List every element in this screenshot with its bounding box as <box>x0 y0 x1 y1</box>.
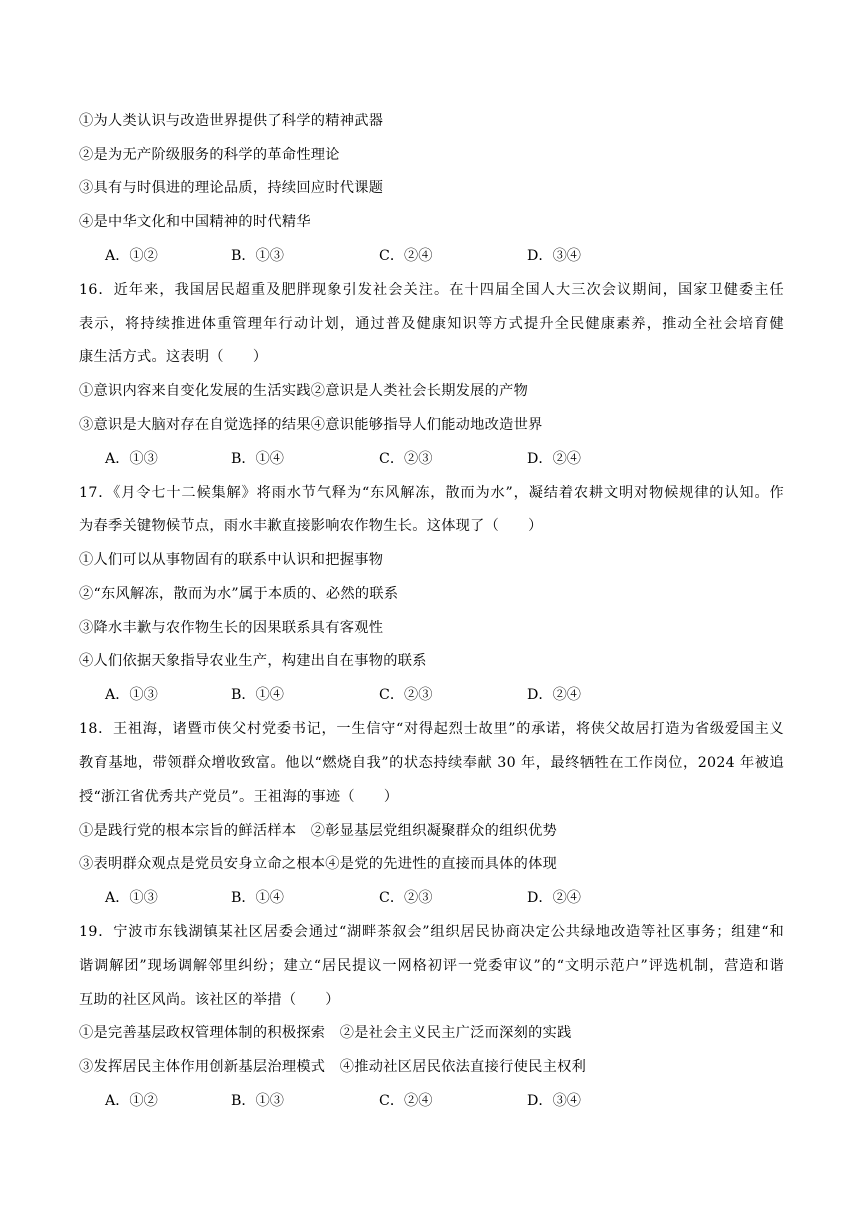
q17-option-a[interactable]: A．①③ <box>105 687 158 703</box>
q15-option-b[interactable]: B．①③ <box>231 248 284 264</box>
q19-option-a[interactable]: A．①② <box>105 1093 158 1109</box>
q17-statement-1: ①人们可以从事物固有的联系中认识和把握事物 <box>79 552 384 568</box>
q18-option-a[interactable]: A．①③ <box>105 890 158 906</box>
q15-statement-4: ④是中华文化和中国精神的时代精华 <box>79 214 311 230</box>
q19-statement-line-1: ①是完善基层政权管理体制的积极探索 ②是社会主义民主广泛而深刻的实践 <box>79 1025 572 1041</box>
q18-option-d[interactable]: D．②④ <box>527 890 581 906</box>
q16-option-c[interactable]: C．②③ <box>379 451 433 467</box>
q16-stem-line-3: 康生活方式。这表明（ ） <box>79 349 268 365</box>
q15-statement-1: ①为人类认识与改造世界提供了科学的精神武器 <box>79 113 384 129</box>
q15-option-a[interactable]: A．①② <box>105 248 158 264</box>
q19-stem-line-1: 19．宁波市东钱湖镇某社区居委会通过“湖畔茶叙会”组织居民协商决定公共绿地改造等社区事务；组建“和 <box>79 924 784 940</box>
q17-option-d[interactable]: D．②④ <box>527 687 581 703</box>
q16-statement-line-1: ①意识内容来自变化发展的生活实践②意识是人类社会长期发展的产物 <box>79 383 529 399</box>
q17-statement-2: ②“东风解冻，散而为水”属于本质的、必然的联系 <box>79 586 399 602</box>
q19-option-d[interactable]: D．③④ <box>527 1093 581 1109</box>
q16-stem-line-1: 16．近年来，我国居民超重及肥胖现象引发社会关注。在十四届全国人大三次会议期间，国家卫健委主任 <box>79 282 784 298</box>
q17-option-b[interactable]: B．①④ <box>231 687 284 703</box>
q17-stem-line-2: 为春季关键物候节点，雨水丰歉直接影响农作物生长。这体现了（ ） <box>79 518 543 534</box>
q19-stem-line-2: 谐调解团”现场调解邻里纠纷；建立“居民提议一网格初评一党委审议”的“文明示范户”评选机制，营造和谐 <box>79 958 784 974</box>
q15-statement-3: ③具有与时俱进的理论品质，持续回应时代课题 <box>79 180 384 196</box>
q19-stem-line-3: 互助的社区风尚。该社区的举措（ ） <box>79 992 340 1008</box>
q16-option-d[interactable]: D．②④ <box>527 451 581 467</box>
q17-option-c[interactable]: C．②③ <box>379 687 433 703</box>
q19-option-b[interactable]: B．①③ <box>231 1093 284 1109</box>
q19-statement-line-2: ③发挥居民主体作用创新基层治理模式 ④推动社区居民依法直接行使民主权利 <box>79 1059 587 1075</box>
q18-stem-line-1: 18．王祖海，诸暨市侠父村党委书记，一生信守“对得起烈士故里”的承诺，将侠父故居打造为省级爱国主义 <box>79 721 784 737</box>
q18-option-b[interactable]: B．①④ <box>231 890 284 906</box>
q18-stem-line-3: 授“浙江省优秀共产党员”。王祖海的事迹（ ） <box>79 789 399 805</box>
q15-option-c[interactable]: C．②④ <box>379 248 433 264</box>
q19-option-c[interactable]: C．②④ <box>379 1093 433 1109</box>
q18-statement-line-2: ③表明群众观点是党员安身立命之根本④是党的先进性的直接而具体的体现 <box>79 856 558 872</box>
q16-statement-line-2: ③意识是大脑对存在自觉选择的结果④意识能够指导人们能动地改造世界 <box>79 417 543 433</box>
q16-option-b[interactable]: B．①④ <box>231 451 284 467</box>
q16-option-a[interactable]: A．①③ <box>105 451 158 467</box>
q17-statement-3: ③降水丰歉与农作物生长的因果联系具有客观性 <box>79 620 384 636</box>
q18-statement-line-1: ①是践行党的根本宗旨的鲜活样本 ②彰显基层党组织凝聚群众的组织优势 <box>79 823 558 839</box>
q17-statement-4: ④人们依据天象指导农业生产，构建出自在事物的联系 <box>79 653 427 669</box>
q16-stem-line-2: 表示，将持续推进体重管理年行动计划，通过普及健康知识等方式提升全民健康素养，推动全社会培育健 <box>79 316 784 332</box>
q15-statement-2: ②是为无产阶级服务的科学的革命性理论 <box>79 147 340 163</box>
q15-option-d[interactable]: D．③④ <box>527 248 581 264</box>
q18-option-c[interactable]: C．②③ <box>379 890 433 906</box>
q18-stem-line-2: 教育基地，带领群众增收致富。他以“燃烧自我”的状态持续奉献 30 年，最终牺牲在工作岗位，2024 年被追 <box>79 755 784 771</box>
q17-stem-line-1: 17．《月令七十二候集解》将雨水节气释为“东风解冻，散而为水”，凝结着农耕文明对物候规律的认知。作 <box>79 485 784 501</box>
